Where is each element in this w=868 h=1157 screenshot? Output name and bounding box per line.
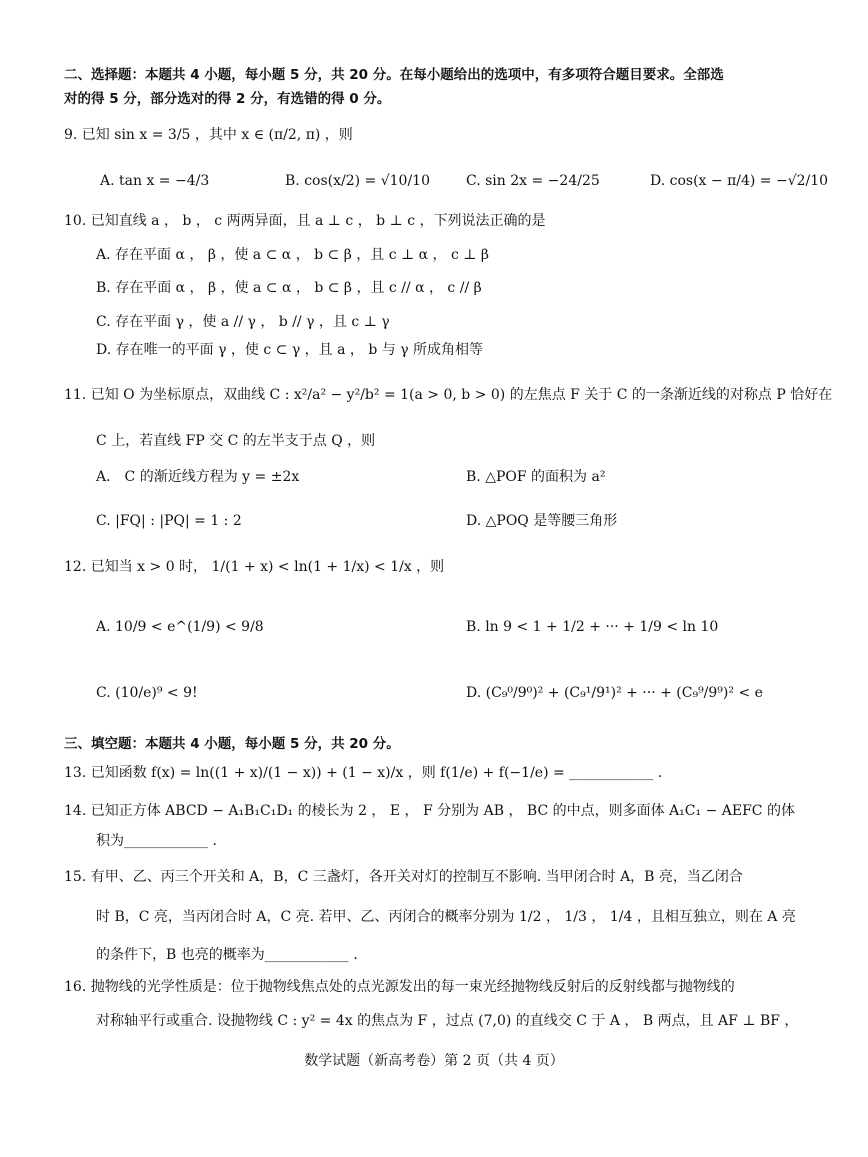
- q11-option-c: C. |FQ| : |PQ| = 1 : 2: [96, 513, 242, 529]
- q12-option-b: B. ln 9 < 1 + 1/2 + ··· + 1/9 < ln 10: [466, 619, 719, 635]
- q12-option-a: A. 10/9 < e^(1/9) < 9/8: [96, 619, 264, 635]
- q10-option-b: B. 存在平面 α ， β ，使 a ⊂ α ， b ⊂ β ，且 c // α ， c // β: [96, 280, 482, 296]
- q9-option-b: B. cos(x/2) = √10/10: [285, 173, 430, 189]
- q15-stem-line1: 15. 有甲、乙、丙三个开关和 A，B，C 三盏灯，各开关对灯的控制互不影响. 当甲闭合时 A，B 亮，当乙闭合: [64, 869, 743, 885]
- q15-stem-line3: 的条件下，B 也亮的概率为____________ .: [96, 947, 358, 963]
- q14-stem-line2: 积为____________ .: [96, 833, 217, 849]
- q11-stem-line1: 11. 已知 O 为坐标原点，双曲线 C : x²/a² − y²/b² = 1(a > 0, b > 0) 的左焦点 F 关于 C 的一条渐近线的对称点 P 恰好在: [64, 387, 833, 403]
- q9-option-c: C. sin 2x = −24/25: [466, 173, 600, 189]
- q12-option-c: C. (10/e)⁹ < 9!: [96, 685, 198, 701]
- q11-option-b: B. △POF 的面积为 a²: [466, 469, 606, 485]
- q11-stem-line2: C 上，若直线 FP 交 C 的左半支于点 Q ，则: [96, 433, 376, 449]
- q9-option-a: A. tan x = −4/3: [100, 173, 210, 189]
- q13-stem: 13. 已知函数 f(x) = ln((1 + x)/(1 − x)) + (1 − x)/x ，则 f(1/e) + f(−1/e) = ____________ .: [64, 765, 663, 781]
- page-footer: 数学试题（新高考卷）第 2 页（共 4 页）: [304, 1053, 564, 1069]
- q14-stem-line1: 14. 已知正方体 ABCD − A₁B₁C₁D₁ 的棱长为 2 ， E ， F 分别为 AB ， BC 的中点，则多面体 A₁C₁ − AEFC 的体: [64, 803, 795, 819]
- q11-option-d: D. △POQ 是等腰三角形: [466, 513, 618, 529]
- section3-header: 三、填空题：本题共 4 小题，每小题 5 分，共 20 分。: [64, 736, 400, 752]
- q15-stem-line2: 时 B，C 亮，当丙闭合时 A，C 亮. 若甲、乙、丙闭合的概率分别为 1/2 ， 1/3 ， 1/4 ，且相互独立，则在 A 亮: [96, 909, 796, 925]
- section2-header-line1: 二、选择题：本题共 4 小题，每小题 5 分，共 20 分。在每小题给出的选项中，有多项符合题目要求。全部选: [64, 67, 724, 83]
- q12-option-d: D. (C₉⁰/9⁰)² + (C₉¹/9¹)² + ··· + (C₉⁹/9⁹)² < e: [466, 685, 763, 701]
- q9-stem: 9. 已知 sin x = 3/5 ，其中 x ∈ (π/2, π) ，则: [64, 127, 353, 143]
- q16-stem-line2: 对称轴平行或重合. 设抛物线 C : y² = 4x 的焦点为 F ，过点 (7,0) 的直线交 C 于 A ， B 两点，且 AF ⊥ BF ，: [96, 1013, 799, 1029]
- q11-option-a: A． C 的渐近线方程为 y = ±2x: [96, 469, 300, 485]
- q16-stem-line1: 16. 抛物线的光学性质是：位于抛物线焦点处的点光源发出的每一束光经抛物线反射后的反射线都与抛物线的: [64, 979, 735, 995]
- q10-option-c: C. 存在平面 γ ，使 a // γ ， b // γ ，且 c ⊥ γ: [96, 314, 390, 330]
- q10-stem: 10. 已知直线 a ， b ， c 两两异面，且 a ⊥ c ， b ⊥ c ，下列说法正确的是: [64, 213, 546, 229]
- q12-stem: 12. 已知当 x > 0 时， 1/(1 + x) < ln(1 + 1/x) < 1/x ，则: [64, 559, 445, 575]
- section2-header-line2: 对的得 5 分，部分选对的得 2 分，有选错的得 0 分。: [64, 91, 391, 107]
- q9-option-d: D. cos(x − π/4) = −√2/10: [650, 173, 829, 189]
- q10-option-a: A. 存在平面 α ， β ，使 a ⊂ α ， b ⊂ β ，且 c ⊥ α ， c ⊥ β: [96, 247, 489, 263]
- q10-option-d: D. 存在唯一的平面 γ ，使 c ⊂ γ ，且 a ， b 与 γ 所成角相等: [96, 342, 484, 358]
